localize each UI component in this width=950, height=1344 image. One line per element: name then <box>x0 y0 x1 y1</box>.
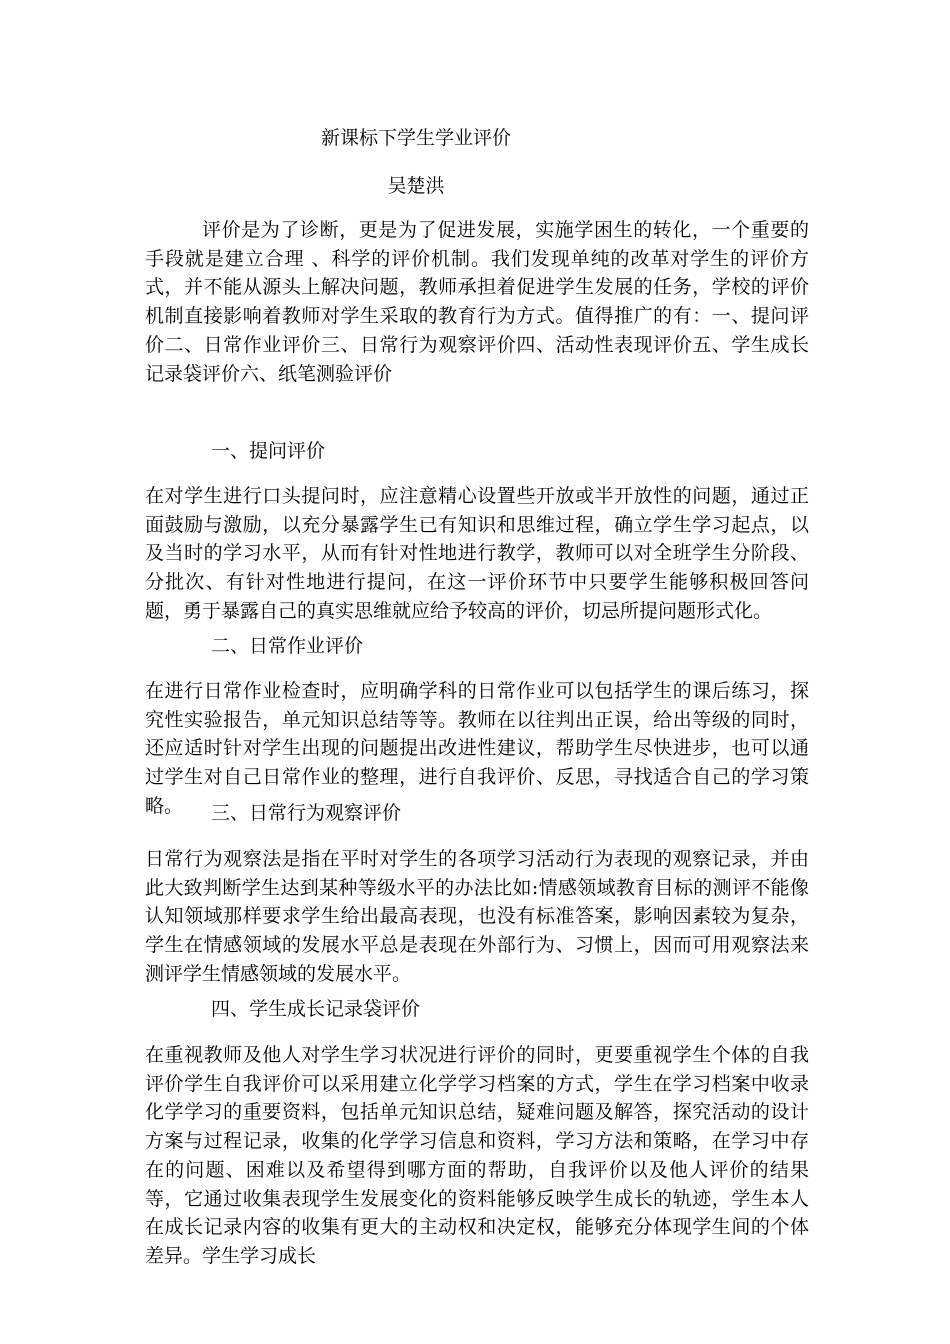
section-body-1: 在对学生进行口头提问时，应注意精心设置些开放或半开放性的问题，通过正面鼓励与激励，以充分暴露学生已有知识和思维过程，确立学生学习起点，以及当时的学习水平，从而有针对性地进行教学，教师可以对全班学生分阶段、分批次、有针对性地进行提问，在这一评价环节中只要学生能够积极回答问题，勇于暴露自己的真实思维就应给予较高的评价，切忌所提问题形式化。 <box>145 485 809 622</box>
section-body-2: 在进行日常作业检查时，应明确学科的日常作业可以包括学生的课后练习，探究性实验报告，单元知识总结等等。教师在以往判出正误，给出等级的同时，还应适时针对学生出现的问题提出改进性建议，帮助学生尽快进步，也可以通过学生对自己日常作业的整理，进行自我评价、反思，寻找适合自己的学习策略。 <box>145 680 809 817</box>
section-heading-2: 二、日常作业评价 <box>211 635 364 657</box>
document-author: 吴楚洪 <box>387 175 445 197</box>
section-body-4: 在重视教师及他人对学生学习状况进行评价的同时，更要重视学生个体的自我评价学生自我评价可以采用建立化学学习档案的方式，学生在学习档案中收录化学学习的重要资料，包括单元知识总结，疑难问题及解答，探究活动的设计方案与过程记录，收集的化学学习信息和资料，学习方法和策略，在学习中存在的问题、困难以及希望得到哪方面的帮助，自我评价以及他人评价的结果等，它通过收集表现学生发展变化的资料能够反映学生成长的轨迹，学生本人在成长记录内容的收集有更大的主动权和决定权，能够充分体现学生间的个体差异。学生学习成长 <box>145 1044 809 1267</box>
section-heading-3: 三、日常行为观察评价 <box>211 802 402 824</box>
intro-paragraph: 评价是为了诊断，更是为了促进发展，实施学困生的转化，一个重要的手段就是建立合理 、科学的评价机制。我们发现单纯的改革对学生的评价方式，并不能从源头上解决问题，教师承担着促进学生发展的任务，学校的评价机制直接影响着教师对学生采取的教育行为方式。值得推广的有：一、提问评价二、日常作业评价三、日常行为观察评价四、活动性表现评价五、学生成长记录袋评价六、纸笔测验评价 <box>145 219 809 385</box>
section-heading-4: 四、学生成长记录袋评价 <box>211 998 421 1020</box>
section-heading-1: 一、提问评价 <box>211 440 326 462</box>
section-body-3: 日常行为观察法是指在平时对学生的各项学习活动行为表现的观察记录，并由此大致判断学生达到某种等级水平的办法比如:情感领域教育目标的测评不能像认知领域那样要求学生给出最高表现，也没有标准答案，影响因素较为复杂，学生在情感领域的发展水平总是表现在外部行为、习惯上，因而可用观察法来测评学生情感领域的发展水平。 <box>145 848 809 985</box>
document-title: 新课标下学生学业评价 <box>320 127 511 149</box>
